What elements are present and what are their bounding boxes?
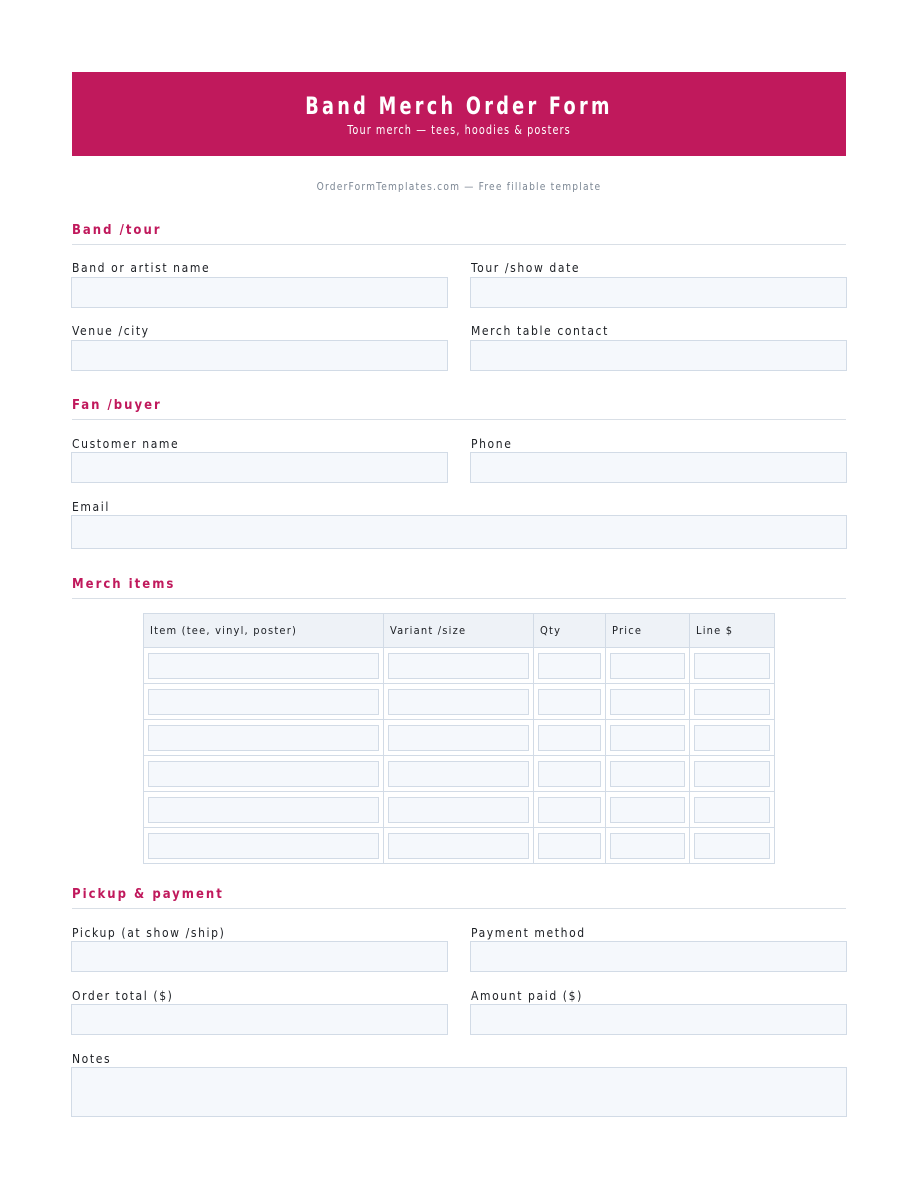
variant-cell[interactable] [388, 689, 529, 715]
table-cell [144, 828, 384, 864]
variant-cell[interactable] [388, 797, 529, 823]
column-header-line-total: Line $ [690, 614, 775, 648]
section-divider [72, 598, 846, 599]
qty-cell[interactable] [538, 797, 601, 823]
table-cell [606, 648, 690, 684]
line-total-cell[interactable] [694, 761, 770, 787]
line-total-cell[interactable] [694, 653, 770, 679]
table-cell [144, 756, 384, 792]
column-header-price: Price [606, 614, 690, 648]
source-line: OrderFormTemplates.com — Free fillable template [316, 180, 602, 193]
table-cell [690, 756, 775, 792]
table-cell [534, 684, 606, 720]
price-cell[interactable] [610, 833, 685, 859]
amount-paid-field[interactable] [470, 1004, 847, 1035]
table-cell [144, 720, 384, 756]
table-cell [534, 756, 606, 792]
phone-label: Phone [471, 437, 513, 451]
variant-cell[interactable] [388, 725, 529, 751]
merch-contact-field[interactable] [470, 340, 847, 371]
section-title-buyer: Fan /buyer [72, 398, 162, 413]
table-cell [384, 720, 534, 756]
table-cell [690, 720, 775, 756]
amount-paid-label: Amount paid ($) [471, 989, 583, 1003]
column-header-variant: Variant /size [384, 614, 534, 648]
qty-cell[interactable] [538, 725, 601, 751]
table-cell [534, 720, 606, 756]
table-header-row [144, 614, 775, 648]
table-cell [384, 756, 534, 792]
phone-field[interactable] [470, 452, 847, 483]
qty-cell[interactable] [538, 689, 601, 715]
variant-cell[interactable] [388, 761, 529, 787]
table-cell [384, 648, 534, 684]
table-cell [384, 828, 534, 864]
payment-method-field[interactable] [470, 941, 847, 972]
merch-items-table [143, 613, 775, 864]
section-divider [72, 419, 846, 420]
variant-cell[interactable] [388, 833, 529, 859]
price-cell[interactable] [610, 689, 685, 715]
variant-cell[interactable] [388, 653, 529, 679]
payment-method-label: Payment method [471, 926, 586, 940]
qty-cell[interactable] [538, 653, 601, 679]
price-cell[interactable] [610, 797, 685, 823]
table-cell [144, 684, 384, 720]
item-cell[interactable] [148, 725, 379, 751]
line-total-cell[interactable] [694, 689, 770, 715]
item-cell[interactable] [148, 653, 379, 679]
venue-field[interactable] [71, 340, 448, 371]
table-cell [606, 756, 690, 792]
band-name-field[interactable] [71, 277, 448, 308]
form-title: Band Merch Order Form [305, 92, 613, 120]
table-row [144, 720, 775, 756]
line-total-cell[interactable] [694, 725, 770, 751]
merch-contact-label: Merch table contact [471, 324, 609, 338]
price-cell[interactable] [610, 653, 685, 679]
table-row [144, 648, 775, 684]
item-cell[interactable] [148, 833, 379, 859]
notes-label: Notes [72, 1052, 112, 1066]
venue-label: Venue /city [72, 324, 150, 338]
order-total-label: Order total ($) [72, 989, 174, 1003]
table-cell [144, 792, 384, 828]
line-total-cell[interactable] [694, 833, 770, 859]
pickup-field[interactable] [71, 941, 448, 972]
merch-items-body [144, 648, 775, 864]
customer-name-field[interactable] [71, 452, 448, 483]
column-header-qty: Qty [534, 614, 606, 648]
table-cell [606, 828, 690, 864]
section-title-band: Band /tour [72, 223, 162, 238]
table-cell [690, 792, 775, 828]
table-cell [690, 828, 775, 864]
email-field[interactable] [71, 515, 847, 549]
table-row [144, 756, 775, 792]
form-header-banner [72, 72, 846, 156]
table-cell [534, 828, 606, 864]
pickup-label: Pickup (at show /ship) [72, 926, 226, 940]
section-divider [72, 908, 846, 909]
column-header-item: Item (tee, vinyl, poster) [144, 614, 384, 648]
table-cell [534, 648, 606, 684]
item-cell[interactable] [148, 797, 379, 823]
table-cell [690, 684, 775, 720]
price-cell[interactable] [610, 725, 685, 751]
customer-name-label: Customer name [72, 437, 180, 451]
table-row [144, 684, 775, 720]
qty-cell[interactable] [538, 833, 601, 859]
table-row [144, 792, 775, 828]
band-name-label: Band or artist name [72, 261, 211, 275]
item-cell[interactable] [148, 689, 379, 715]
table-cell [606, 684, 690, 720]
tour-date-label: Tour /show date [471, 261, 581, 275]
table-cell [384, 684, 534, 720]
table-cell [534, 792, 606, 828]
notes-field[interactable] [71, 1067, 847, 1117]
tour-date-field[interactable] [470, 277, 847, 308]
qty-cell[interactable] [538, 761, 601, 787]
section-title-items: Merch items [72, 577, 176, 592]
table-cell [144, 648, 384, 684]
table-cell [384, 792, 534, 828]
order-total-field[interactable] [71, 1004, 448, 1035]
section-title-payment: Pickup & payment [72, 887, 224, 902]
section-divider [72, 244, 846, 245]
email-label: Email [72, 500, 110, 514]
line-total-cell[interactable] [694, 797, 770, 823]
table-row [144, 828, 775, 864]
table-cell [690, 648, 775, 684]
price-cell[interactable] [610, 761, 685, 787]
form-subtitle: Tour merch — tees, hoodies & posters [347, 123, 571, 137]
table-cell [606, 792, 690, 828]
item-cell[interactable] [148, 761, 379, 787]
table-cell [606, 720, 690, 756]
